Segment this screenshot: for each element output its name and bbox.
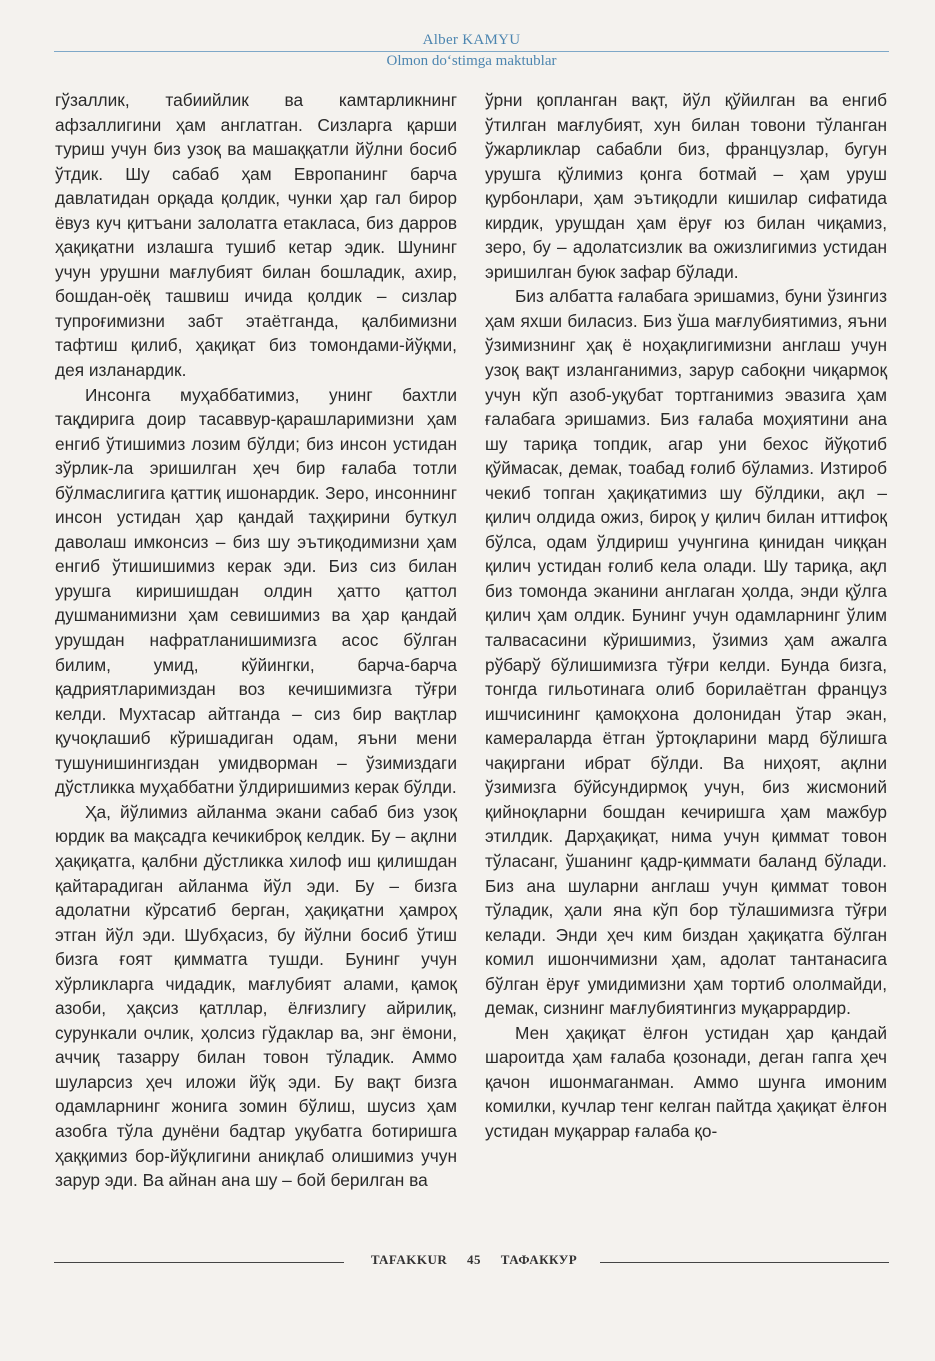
header-subtitle: Olmon do‘stimga maktublar [386,53,557,69]
paragraph: Биз албатта ғалабага эришамиз, буни ўзингиз ҳам яхши биласиз. Биз ўша мағлубиятимиз, яъни ўзимизнинг ҳақ ё ноҳақлигимизни англаш учун узоқ вақт изланганимиз, зарур сабоқни чиқармоқ учун кўп азоб-уқубат тортганимиз эвазига ҳам ғалабага эришамиз. Биз ғалаба моҳиятини ана шу тариқа топдик, агар уни бехос йўқотиб қўймасак, демак, тоабад ғолиб бўламиз. Изтироб чекиб топган ҳақиқатимиз шу бўлдики, ақл – қилич олдида ожиз, бироқ у қилич билан иттифоқ бўлса, одам ўлдириш учунгина қинидан чиққан қилич устидан ғолиб кела олади. Шу тариқа, ақл биз томонда эканини англаган ҳолда, энди қўлга қилич ҳам олдик. Бунинг учун одамларнинг ўлим талвасасини кўришимиз, ўзимиз ҳам ажалга рўбарў бўлишимизга тўғри келди. Бунда бизга, тонгда гильотинага олиб борилаётган француз ишчисининг қамоқхона долонидан ўтар экан, камераларда ётган ўртоқларини мард бўлишга чақиргани ибрат бўлди. Ва ниҳоят, ақлни ўзимизга бўйсундирмоқ учун, биз жисмоний қийноқларни бошдан кечиришга ҳам мажбур этилдик. Дарҳақиқат, нима учун қиммат товон тўласанг, ўшанинг қадр-қиммати баланд бўлади. Биз ана шуларни англаш учун қиммат товон тўладик, ҳали яна кўп бор тўлашимизга тўғри келади. Энди ҳеч ким биздан ҳақиқатга бўлган комил ишончимизни ҳам, адолат тантанасига бўлган ёруғ умидимизни ҳам тортиб ололмайди, демак, сизнинг мағлубиятингиз муқаррардир. [485,286,887,1019]
paragraph: ўрни қопланган вақт, йўл қўйилган ва енгиб ўтилган мағлубият, хун билан товони тўланган ўжарликлар сабабли биз, французлар, бугун урушга қўлимиз қонга ботмай – ҳам уруш қурбонлари, ҳам эътиқодли кишилар сифатида кирдик, урушдан ҳам ёруғ юз билан чиқамиз, зеро, бу – адолатсизлик ва ожизлигимиз устидан эришилган буюк зафар бўлади. [485,90,887,282]
paragraph: Ҳа, йўлимиз айланма экани сабаб биз узоқ юрдик ва мақсадга кечикиброқ келдик. Бу – ақлни ҳақиқатга, қалбни дўстликка хилоф иш қилишдан қайтарадиган айланма йўл эди. Бу – бизга адолатни кўрсатиб берган, ҳақиқатни ҳамроҳ этган йўл эди. Шубҳасиз, бу йўлни босиб ўтиш бизга ғоят қимматга тушди. Бунинг учун хўрликларга чидадик, мағлубият алами, қамоқ азоби, ҳақсиз қатллар, ёлғизлигу айрилиқ, сурункали очлик, ҳолсиз гўдаклар ва, энг ёмони, аччиқ тазарру билан товон тўладик. Аммо шуларсиз ҳеч иложи йўқ эди. Бу вақт бизга одамларнинг жонига зомин бўлиш, шусиз ҳам азобга тўла дунёни бадтар уқубатга ботиришга ҳаққимиз бор-йўқлигини аниқлаб олишимиз учун зарур эди. Ва айнан ана шу – бой берилган ва [55,801,457,1191]
running-header [54,30,889,70]
paragraph: гўзаллик, табиийлик ва камтарликнинг афзаллигини ҳам англатган. Сизларга қарши туриш учун биз узоқ ва машаққатли йўлни босиб ўтдик. Шу сабаб ҳам Европанинг барча давлатидан орқада қолдик, чунки ҳар гал бирор ёвуз куч қитъани залолатга етакласа, биз дарров ҳақиқатни излашга тушиб кетар эдик. Шунинг учун урушни мағлубият билан бошладик, ахир, бошдан-оёқ ташвиш ичида қолдик – сизлар тупроғимизни забт этаётганда, қалбимизни тафтиш қилиб, ҳақиқат биз томондами-йўқми, дея изланардик. [55,90,457,381]
page-number: 45 [467,1252,482,1267]
running-footer [54,1252,889,1272]
right-column [485,88,887,1144]
paragraph: Инсонга муҳаббатимиз, унинг бахтли тақдирига доир тасаввур-қарашларимизни ҳам енгиб ўтишимиз лозим бўлди; биз инсон устидан зўрлик-ла эришилган ҳеч бир ғалаба тотли бўлмаслигига қаттиқ ишонардик. Зеро, инсоннинг инсон устидан ҳар қандай таҳқирини буткул даволаш имконсиз – биз шу эътиқодимизни ҳам енгиб ўтишишимиз керак эди. Биз сиз билан урушга киришишдан олдин ҳатто қаттол душманимизни ҳам севишимиз ва ҳар қандай урушдан нафратланишимизга асос бўлган билим, умид, кўйингки, барча-барча қадриятларимиздан воз кечишимизга тўғри келди. Мухтасар айтганда – сиз бир вақтлар қучоқлашиб кўришадиган одам, яъни мени тушунишингиздан умидворман – ўзимиздаги дўстликка муҳаббатни ўлдиришимиз керак бўлди. [55,384,457,798]
left-column [55,88,457,1193]
footer-magazine-latin: TAFAKKUR [370,1252,448,1267]
footer-rule-right [600,1262,889,1263]
header-author: Alber KAMYU [422,32,521,48]
footer-magazine-cyrillic: ТАФАККУР [500,1252,578,1267]
paragraph: Мен ҳақиқат ёлғон устидан ҳар қандай шароитда ҳам ғалаба қозонади, деган гапга ҳеч қачон ишонмаганман. Аммо шунга имоним комилки, кучлар тенг келган пайтда ҳақиқат ёлғон устидан муқаррар ғалаба қо- [485,1022,887,1141]
footer-text [354,1252,594,1268]
footer-rule-left [54,1262,344,1263]
